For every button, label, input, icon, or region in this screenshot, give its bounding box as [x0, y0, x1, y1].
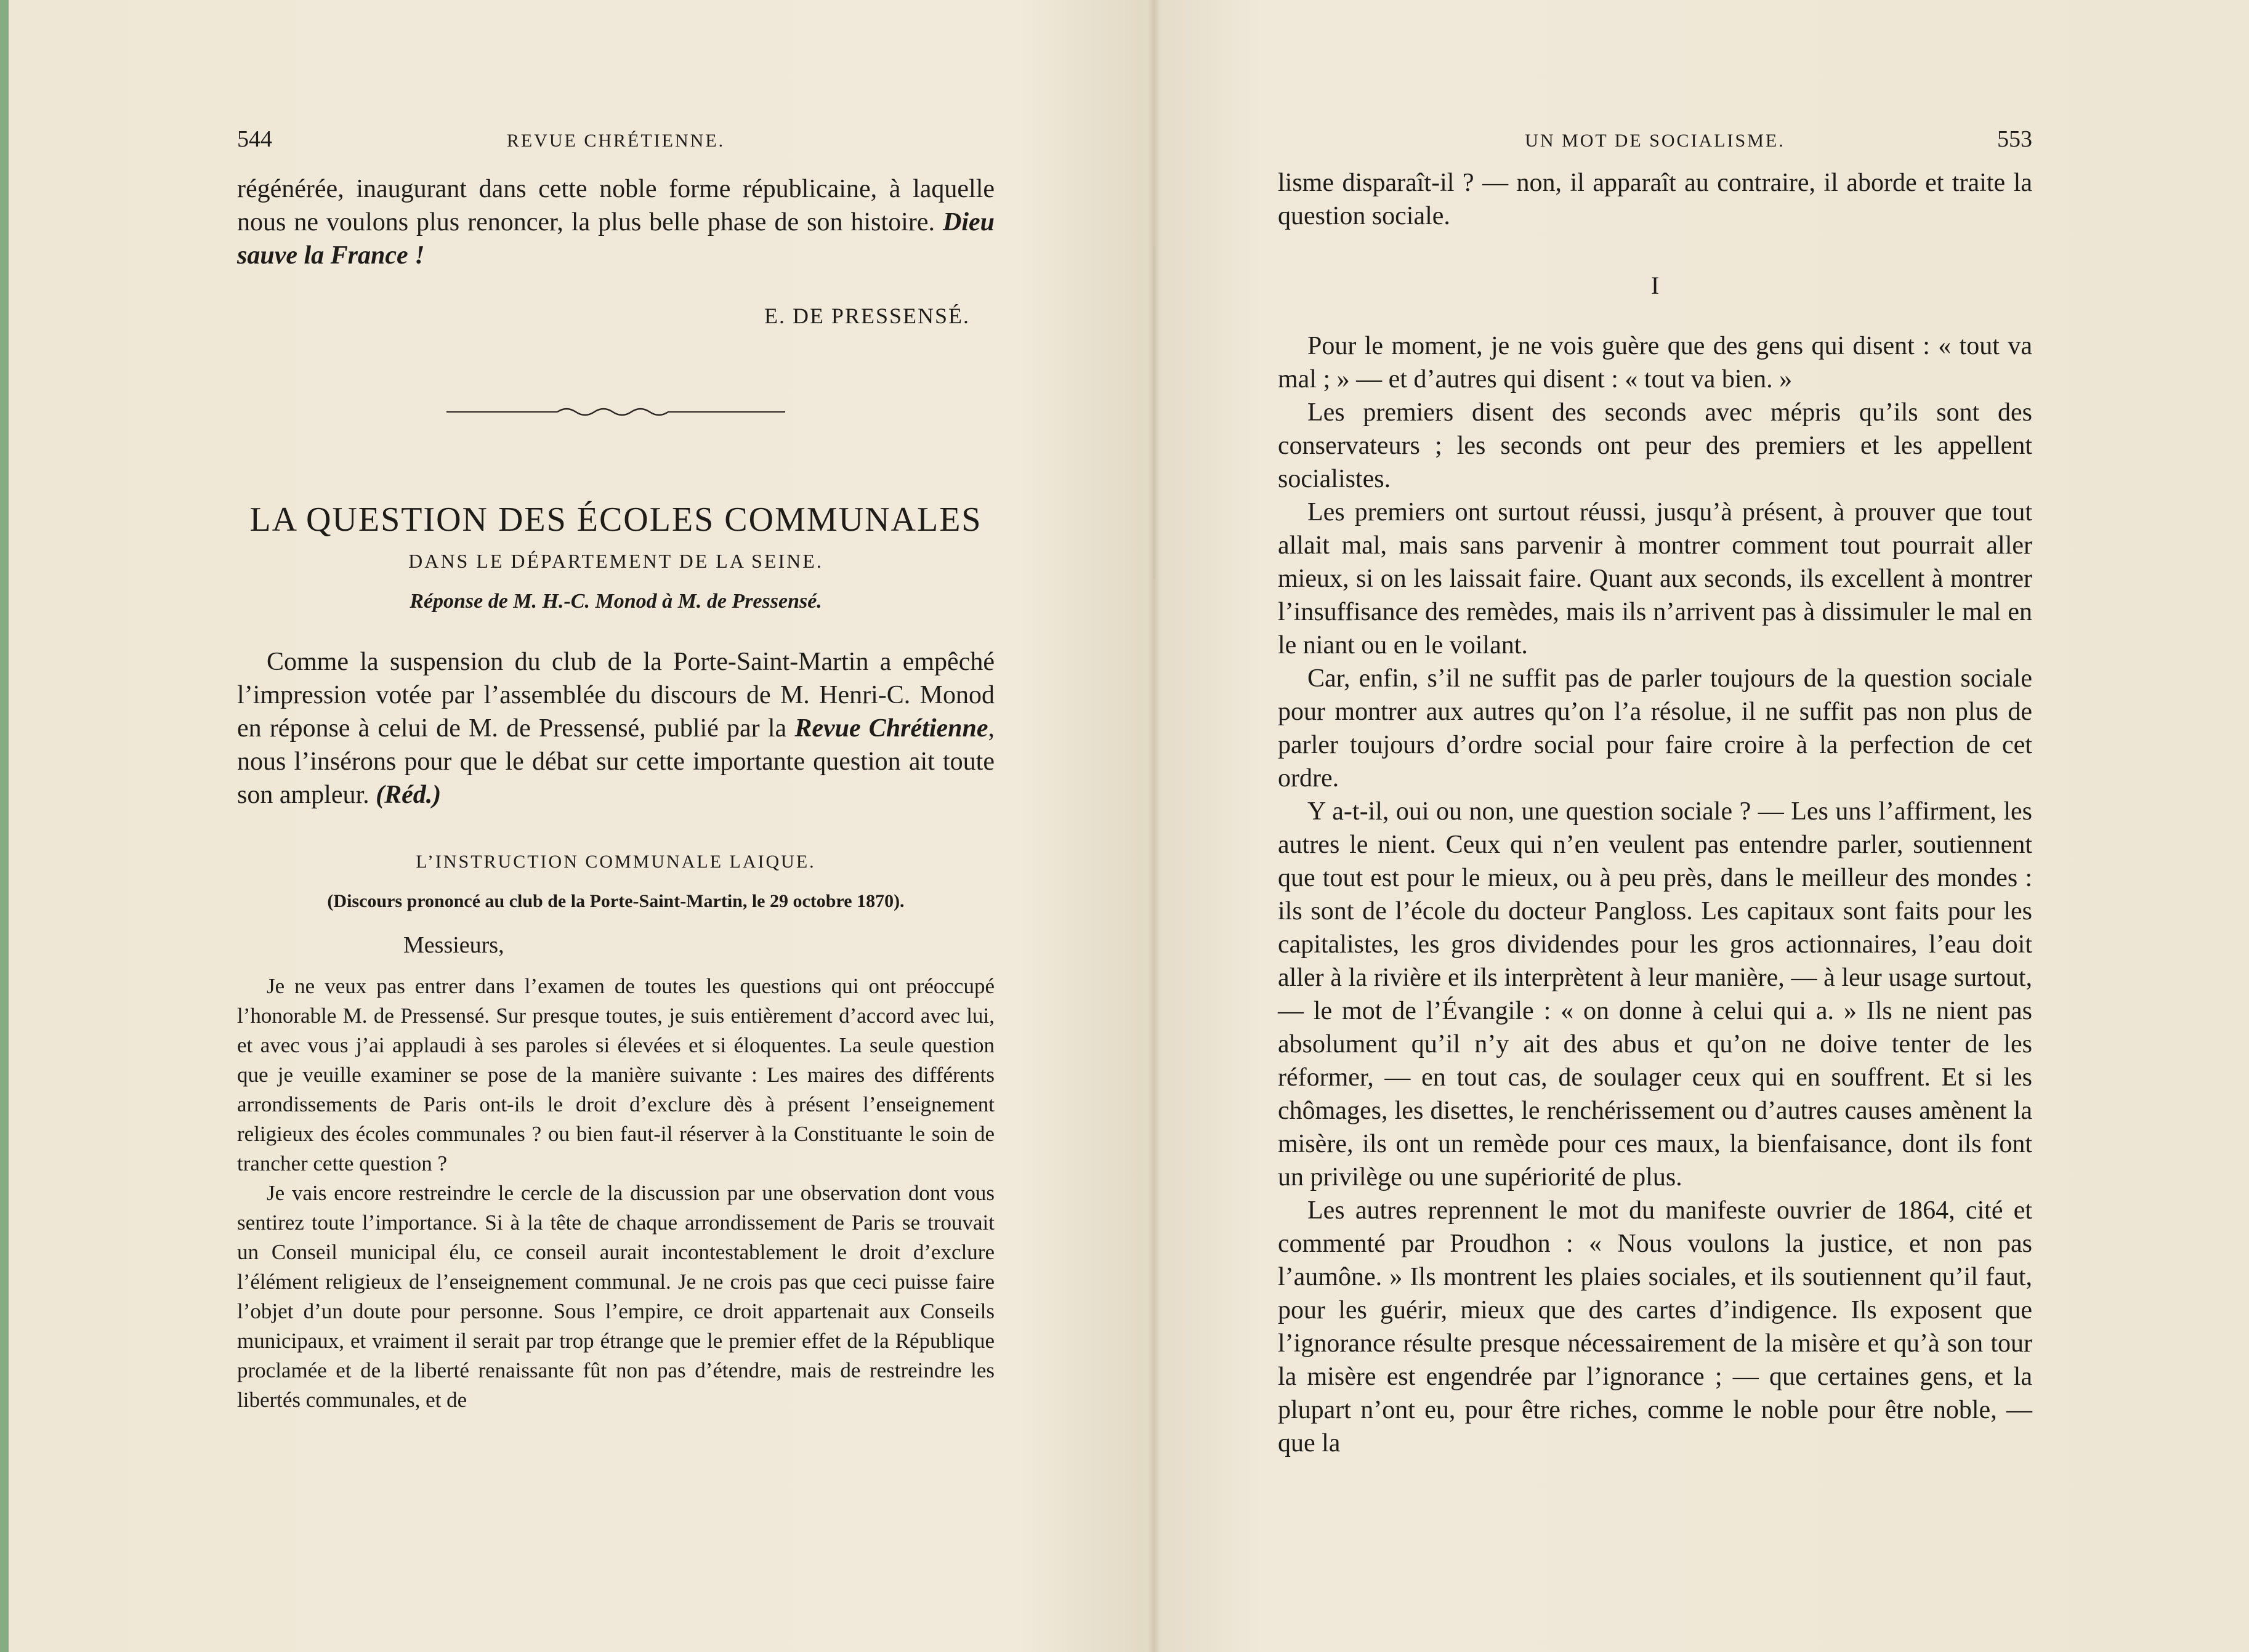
right-paragraph-6: Les autres reprennent le mot du manifeste ouvrier de 1864, cité et commenté par Proudhon : « Nous voulons la justice, et non pas l’aumône. » Ils montrent les plaies sociales, et ils soutiennent qu’il faut, pour les guérir, mieux que des cartes d’indigence. Ils exposent que l’ignorance résulte presque nécessairement de la misère et qu’à son tour la misère est engendrée par l’ignorance ; — que certaines gens, et la plupart n’ont eu, pour être riches, comme le noble pour être noble, — que la: [1278, 1196, 2032, 1457]
speech-paragraph-1: Je ne veux pas entrer dans l’examen de toutes les questions qui ont préoccupé l’honorable M. de Pressensé. Sur presque toutes, je suis entièrement d’accord avec lui, et avec vous j’ai applaudi à ses paroles si élevées et si éloquentes. La seule question que je veuille examiner se pose de la manière suivante : Les maires des différents arrondissements de Paris ont-ils le droit d’exclure dès à présent l’enseignement religieux des écoles communales ? ou bien faut-il réserver à la Constituante le soin de trancher cette question ?: [237, 974, 995, 1175]
article-title: LA QUESTION DES ÉCOLES COMMUNALES: [249, 501, 982, 539]
right-paragraph-5: Y a-t-il, oui ou non, une question sociale ? — Les uns l’affirment, les autres le nient. Ceux qui n’en veulent pas entendre parler, soutiennent que tout est pour le mieux, ou à peu près, dans le meilleur des mondes : ils sont de l’école du docteur Pangloss. Les capitaux sont faits pour les capitalistes, les gros dividendes pour les gros actionnaires, l’eau doit aller à la rivière et ils interprètent à leur manière, — à leur usage surtout, — le mot de l’Évangile : « on donne à celui qui a. » Ils ne nient pas absolument qu’il n’y ait des abus et qu’on ne doive tenter de les réformer, — en tout cas, de soulager ceux qui en souffrent. Et si les chômages, les disettes, le renchérissement ou d’autres causes amènent la misère, ils ont un remède pour ces maux, la bienfaisance, dont ils font un privilège ou une supériorité de plus.: [1278, 797, 2032, 1191]
right-running-head: UN MOT DE SOCIALISME.: [1525, 131, 1785, 151]
left-page-header: [237, 126, 995, 167]
right-paragraph-3: Les premiers ont surtout réussi, jusqu’à présent, à prouver que tout allait mal, mais sans parvenir à montrer comment tout pourrait aller mieux, si on les laissait faire. Quant aux seconds, ils excellent à montrer l’insuffisance des remèdes, mais ils n’arrivent pas à dissimuler le mal en le niant ou en le voilant.: [1278, 498, 2032, 659]
redaction-mark: (Réd.): [376, 781, 442, 809]
left-page-number: 544: [237, 126, 272, 152]
right-page-header: [1278, 126, 2032, 167]
right-paragraph-4: Car, enfin, s’il ne suffit pas de parler toujours de la question sociale pour montrer aux autres qu’on l’a résolue, il ne suffit pas non plus de parler toujours d’ordre social pour faire croire à la perfection de cet ordre.: [1278, 664, 2032, 792]
continuation-paragraph: régénérée, inaugurant dans cette noble forme républicaine, à laquelle nous ne voulons plus renoncer, la plus belle phase de son histoire. Dieu sauve la France !: [237, 175, 995, 270]
salutation: Messieurs,: [403, 932, 504, 958]
right-continuation: lisme disparaît-il ? — non, il apparaît au contraire, il aborde et traite la question sociale.: [1278, 169, 2032, 230]
speech-body: [237, 972, 995, 1415]
speech-paragraph-2: Je vais encore restreindre le cercle de la discussion par une observation dont vous sentirez toute l’importance. Si à la tête de chaque arrondissement de Paris se trouvait un Conseil municipal élu, ce conseil aurait incontestablement le droit d’exclure l’élément religieux de l’enseignement communal. Je ne crois pas que ceci puisse faire l’objet d’un doute pour personne. Sous l’empire, ce droit appartenait aux Conseils municipaux, et vraiment il serait par trop étrange que le premier effet de la République proclamée et de la liberté renaissante fût non pas d’étendre, mais de restreindre les libertés communales, et de: [237, 1181, 995, 1412]
journal-name: Revue Chrétienne: [794, 714, 988, 743]
article-subtitle: DANS LE DÉPARTEMENT DE LA SEINE.: [408, 550, 823, 572]
right-page-number: 553: [1997, 126, 2032, 152]
binding-thread: [1153, 246, 1155, 579]
section-heading: L’INSTRUCTION COMMUNALE LAIQUE.: [416, 852, 816, 872]
reply-line: Réponse de M. H.-C. Monod à M. de Pressensé.: [410, 590, 822, 613]
green-cover-edge: [0, 0, 9, 1652]
section-number: I: [1650, 272, 1660, 299]
right-page: [1278, 0, 2032, 1652]
left-running-head: REVUE CHRÉTIENNE.: [506, 131, 725, 151]
closing-exclamation: Dieu sauve la France !: [237, 208, 995, 270]
right-paragraph-1: Pour le moment, je ne vois guère que des gens qui disent : « tout va mal ; » — et d’autres qui disent : « tout va bien. »: [1278, 332, 2032, 393]
editorial-intro: Comme la suspension du club de la Porte-Saint-Martin a empêché l’impression votée par l’assemblée du discours de M. Henri-C. Monod en réponse à celui de M. de Pressensé, publié par la Revue Chrétienne, nous l’insérons pour que le débat sur cette importante question ait toute son ampleur. (Réd.): [237, 648, 995, 809]
signature: E. DE PRESSENSÉ.: [764, 304, 970, 328]
left-continuation: [237, 172, 995, 272]
left-page: [237, 0, 995, 1652]
right-body: [1278, 329, 2032, 1460]
speech-note: (Discours prononcé au club de la Porte-Saint-Martin, le 29 octobre 1870).: [327, 891, 905, 911]
right-paragraph-2: Les premiers disent des seconds avec mépris qu’ils sont des conservateurs ; les seconds ont peur des premiers et les appellent socialistes.: [1278, 398, 2032, 493]
divider-ornament: [446, 403, 785, 422]
